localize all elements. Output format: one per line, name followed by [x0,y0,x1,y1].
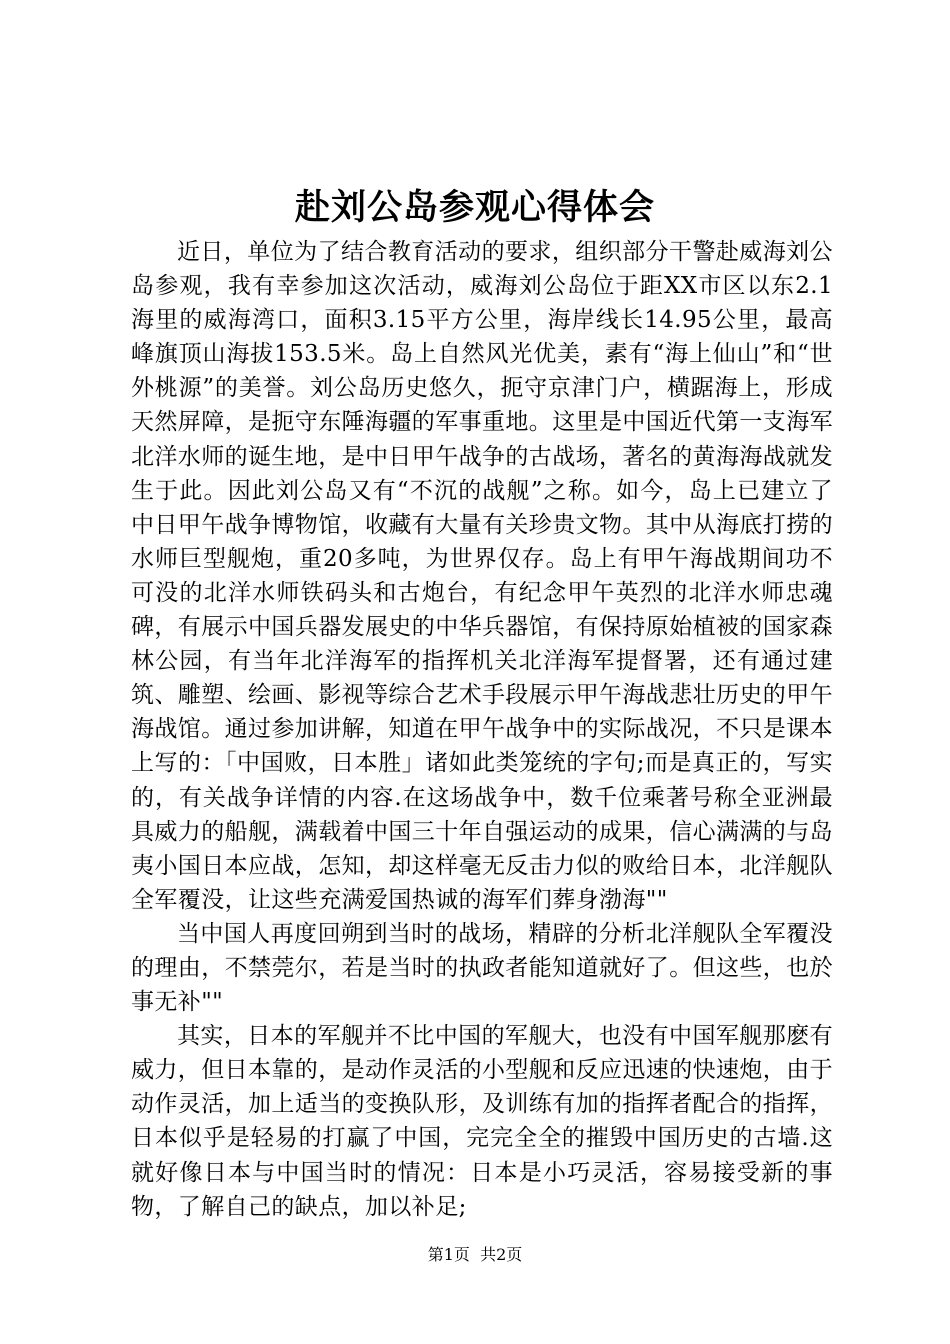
paragraph-1: 近日，单位为了结合教育活动的要求，组织部分干警赴威海刘公岛参观，我有幸参加这次活动，威海刘公岛位于距XX市区以东2.1海里的威海湾口，面积3.15平方公里，海岸线长14.95公里，最高峰旗顶山海拔153.5米。岛上自然风光优美，素有“海上仙山”和“世外桃源”的美誉。刘公岛历史悠久，扼守京津门户，横踞海上，形成天然屏障，是扼守东陲海疆的军事重地。这里是中国近代第一支海军北洋水师的诞生地，是中日甲午战争的古战场，著名的黄海海战就发生于此。因此刘公岛又有“不沉的战舰”之称。如今，岛上已建立了中日甲午战争博物馆，收藏有大量有关珍贵文物。其中从海底打捞的水师巨型舰炮，重20多吨，为世界仅存。岛上有甲午海战期间功不可没的北洋水师铁码头和古炮台，有纪念甲午英烈的北洋水师忠魂碑，有展示中国兵器发展史的中华兵器馆，有保持原始植被的国家森林公园，有当年北洋海军的指挥机关北洋海军提督署，还有通过建筑、雕塑、绘画、影视等综合艺术手段展示甲午海战悲壮历史的甲午海战馆。通过参加讲解，知道在甲午战争中的实际战况，不只是课本上写的：「中国败，日本胜」诸如此类笼统的字句;而是真正的，写实的，有关战争详情的内容.在这场战争中，数千位乘著号称全亚洲最具威力的船舰，满载着中国三十年自强运动的成果，信心满满的与岛夷小国日本应战，怎知，却这样毫无反击力似的败给日本，北洋舰队全军覆没，让这些充满爱国热诚的海军们葬身渤海"" [131,239,833,913]
page-number-footer: 第1页 共2页 [427,1245,523,1264]
document-body [131,235,833,1224]
paragraph-3: 其实，日本的军舰并不比中国的军舰大，也没有中国军舰那麽有威力，但日本靠的，是动作灵活的小型舰和反应迅速的快速炮，由于动作灵活，加上适当的变换队形，及训练有加的指挥者配合的指挥，日本似乎是轻易的打赢了中国，完完全全的摧毁中国历史的古墙.这就好像日本与中国当时的情况：日本是小巧灵活，容易接受新的事物，了解自己的缺点，加以补足; [131,1023,833,1220]
paragraph-2: 当中国人再度回朔到当时的战场，精辟的分析北洋舰队全军覆没的理由，不禁莞尔，若是当时的执政者能知道就好了。但这些，也於事无补"" [131,920,833,1016]
document-title: 赴刘公岛参观心得体会 [294,188,655,228]
